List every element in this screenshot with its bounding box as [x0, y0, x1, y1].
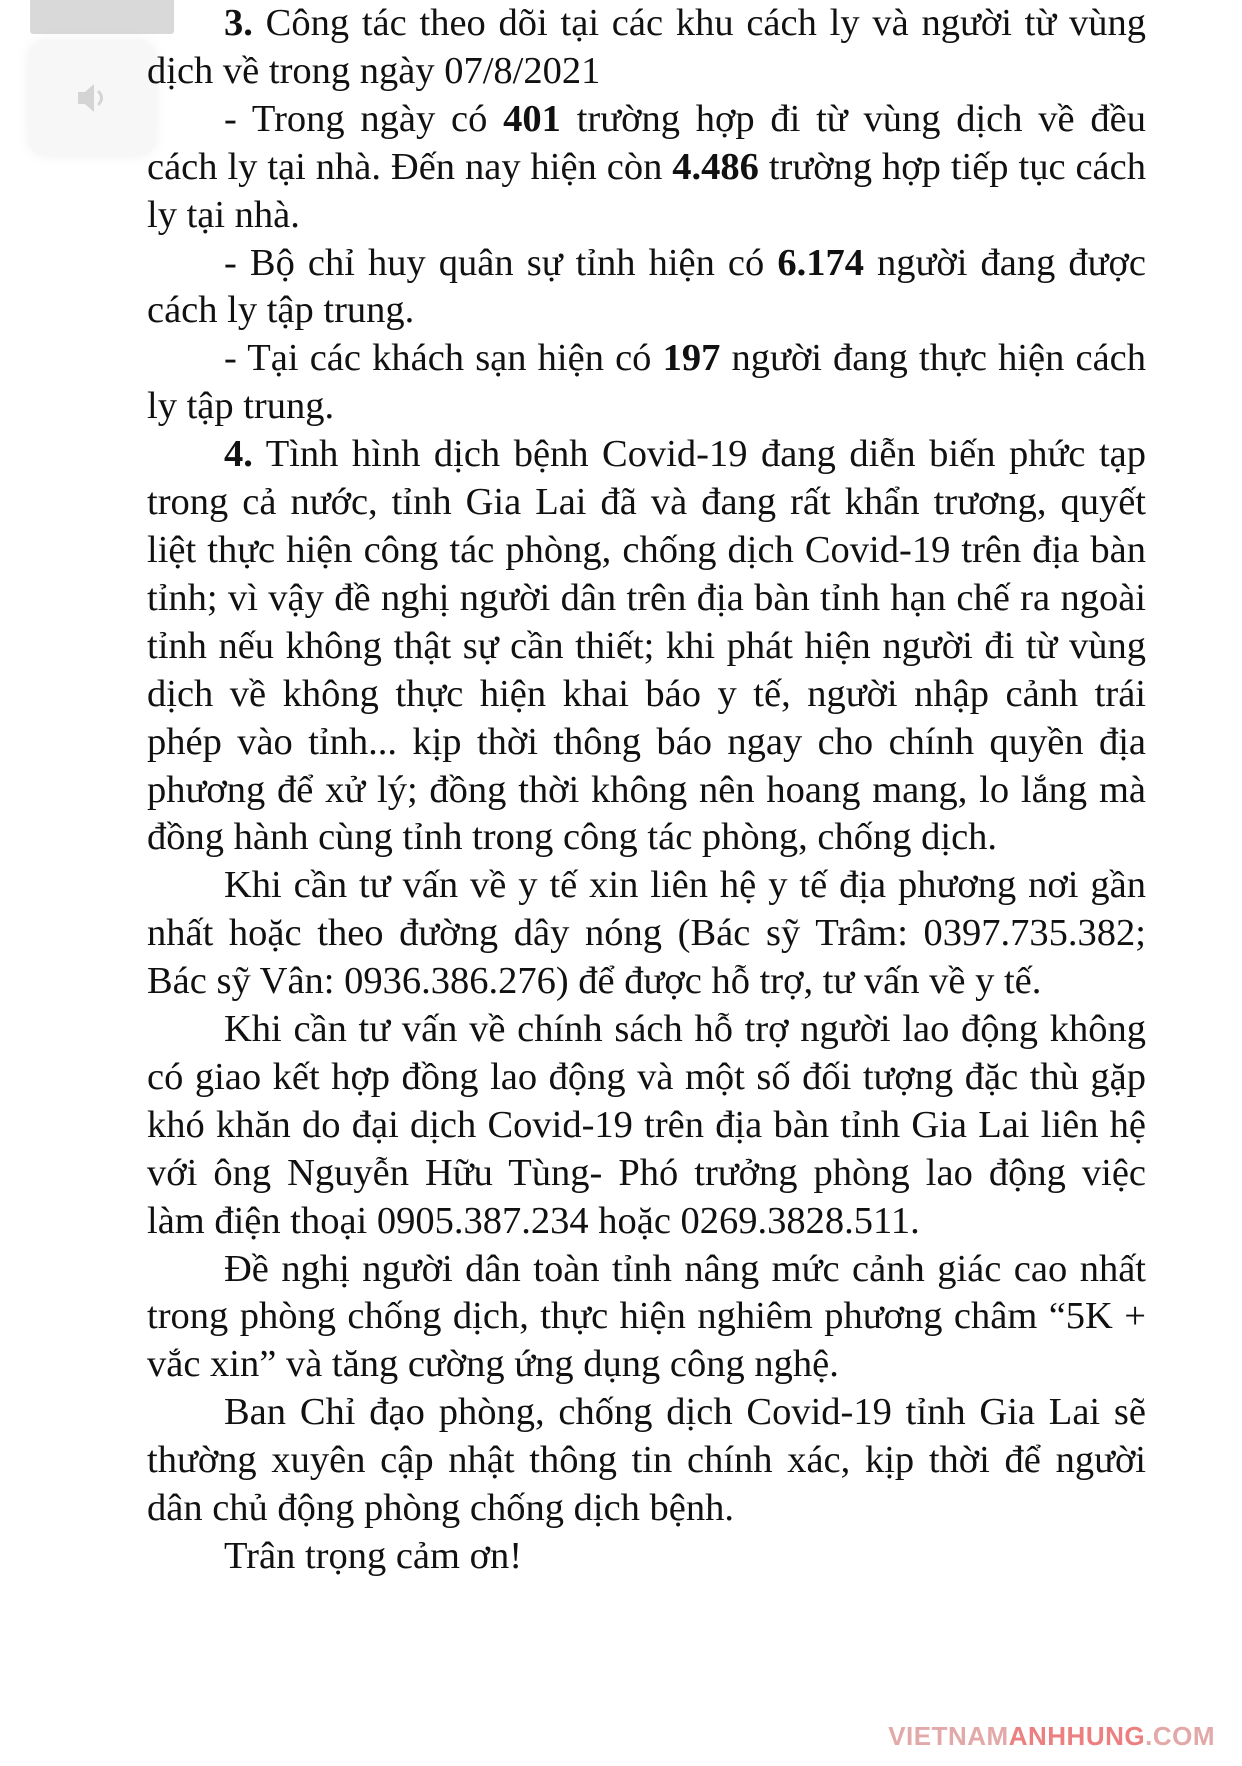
section-3-item-1 [147, 96, 1146, 240]
section-3-heading-text: Công tác theo dõi tại các khu cách ly và người từ vùng dịch về trong ngày 07/8/2021 [147, 2, 1146, 92]
update-paragraph: Ban Chỉ đạo phòng, chống dịch Covid-19 tỉnh Gia Lai sẽ thường xuyên cập nhật thông tin chính xác, kịp thời để người dân chủ động phòng chống dịch bệnh. [147, 1391, 1146, 1530]
section-4-number: 4. [224, 433, 253, 476]
speaker-icon [74, 80, 110, 116]
watermark-part-1: VIETNAM [888, 1721, 1009, 1751]
medical-hotline-paragraph: Khi cần tư vấn về y tế xin liên hệ y tế địa phương nơi gần nhất hoặc theo đường dây nóng (Bác sỹ Trâm: 0397.735.382; Bác sỹ Vân: 0936.386.276) để được hỗ trợ, tư vấn về y tế. [147, 864, 1146, 1003]
labor-support-paragraph: Khi cần tư vấn về chính sách hỗ trợ người lao động không có giao kết hợp đồng lao động và một số đối tượng đặc thù gặp khó khăn do đại dịch Covid-19 trên địa bàn tỉnh Gia Lai liên hệ với ông Nguyễn Hữu Tùng- Phó trưởng phòng lao động việc làm điện thoại 0905.387.234 hoặc 0269.3828.511. [147, 1008, 1146, 1242]
section-3-item-2 [147, 240, 1146, 336]
section-3-item-3 [147, 335, 1146, 431]
item-2-text-a: - Bộ chỉ huy quân sự tỉnh hiện có [224, 241, 778, 284]
vigilance-paragraph: Đề nghị người dân toàn tỉnh nâng mức cảnh giác cao nhất trong phòng chống dịch, thực hiện nghiêm phương châm “5K + vắc xin” và tăng cường ứng dụng công nghệ. [147, 1247, 1146, 1386]
section-3-heading [147, 0, 1146, 96]
watermark [888, 1721, 1215, 1752]
closing-line: Trân trọng cảm ơn! [224, 1535, 523, 1577]
section-4-paragraph [147, 431, 1146, 862]
item-1-text-e: trường hợp tiếp tục cách ly tại nhà. [147, 145, 1146, 236]
section-3-number: 3. [224, 2, 253, 44]
item-3-text-a: - Tại các khách sạn hiện có [224, 337, 663, 380]
read-aloud-button[interactable] [28, 40, 156, 156]
item-2-text-c: người đang được cách ly tập trung. [147, 241, 1146, 332]
item-1-text-a: - Trong ngày có [224, 97, 504, 140]
watermark-part-3: .COM [1145, 1721, 1215, 1751]
section-4-text: Tình hình dịch bệnh Covid-19 đang diễn biến phức tạp trong cả nước, tỉnh Gia Lai đã và đang rất khẩn trương, quyết liệt thực hiện công tác phòng, chống dịch Covid-19 trên địa bàn tỉnh; vì vậy đề nghị người dân trên địa bàn tỉnh hạn chế ra ngoài tỉnh nếu không thật sự cần thiết; khi phát hiện người đi từ vùng dịch về không thực hiện khai báo y tế, người nhập cảnh trái phép vào tỉnh... kịp thời thông báo ngay cho chính quyền địa phương để xử lý; đồng thời không nên hoang mang, lo lắng mà đồng hành cùng tỉnh trong công tác phòng, chống dịch. [147, 433, 1146, 859]
watermark-part-2: ANHHUNG [1008, 1721, 1146, 1751]
item-1-count-new: 401 [503, 97, 561, 140]
item-2-count-military: 6.174 [777, 241, 864, 284]
item-3-count-hotel: 197 [662, 337, 721, 380]
item-1-count-home: 4.486 [672, 145, 759, 188]
item-3-text-c: người đang thực hiện cách ly tập trung. [147, 337, 1147, 428]
document-page [147, 0, 1146, 1581]
item-1-text-c: trường hợp đi từ vùng dịch về đều cách ly tại nhà. Đến nay hiện còn [147, 97, 1146, 188]
